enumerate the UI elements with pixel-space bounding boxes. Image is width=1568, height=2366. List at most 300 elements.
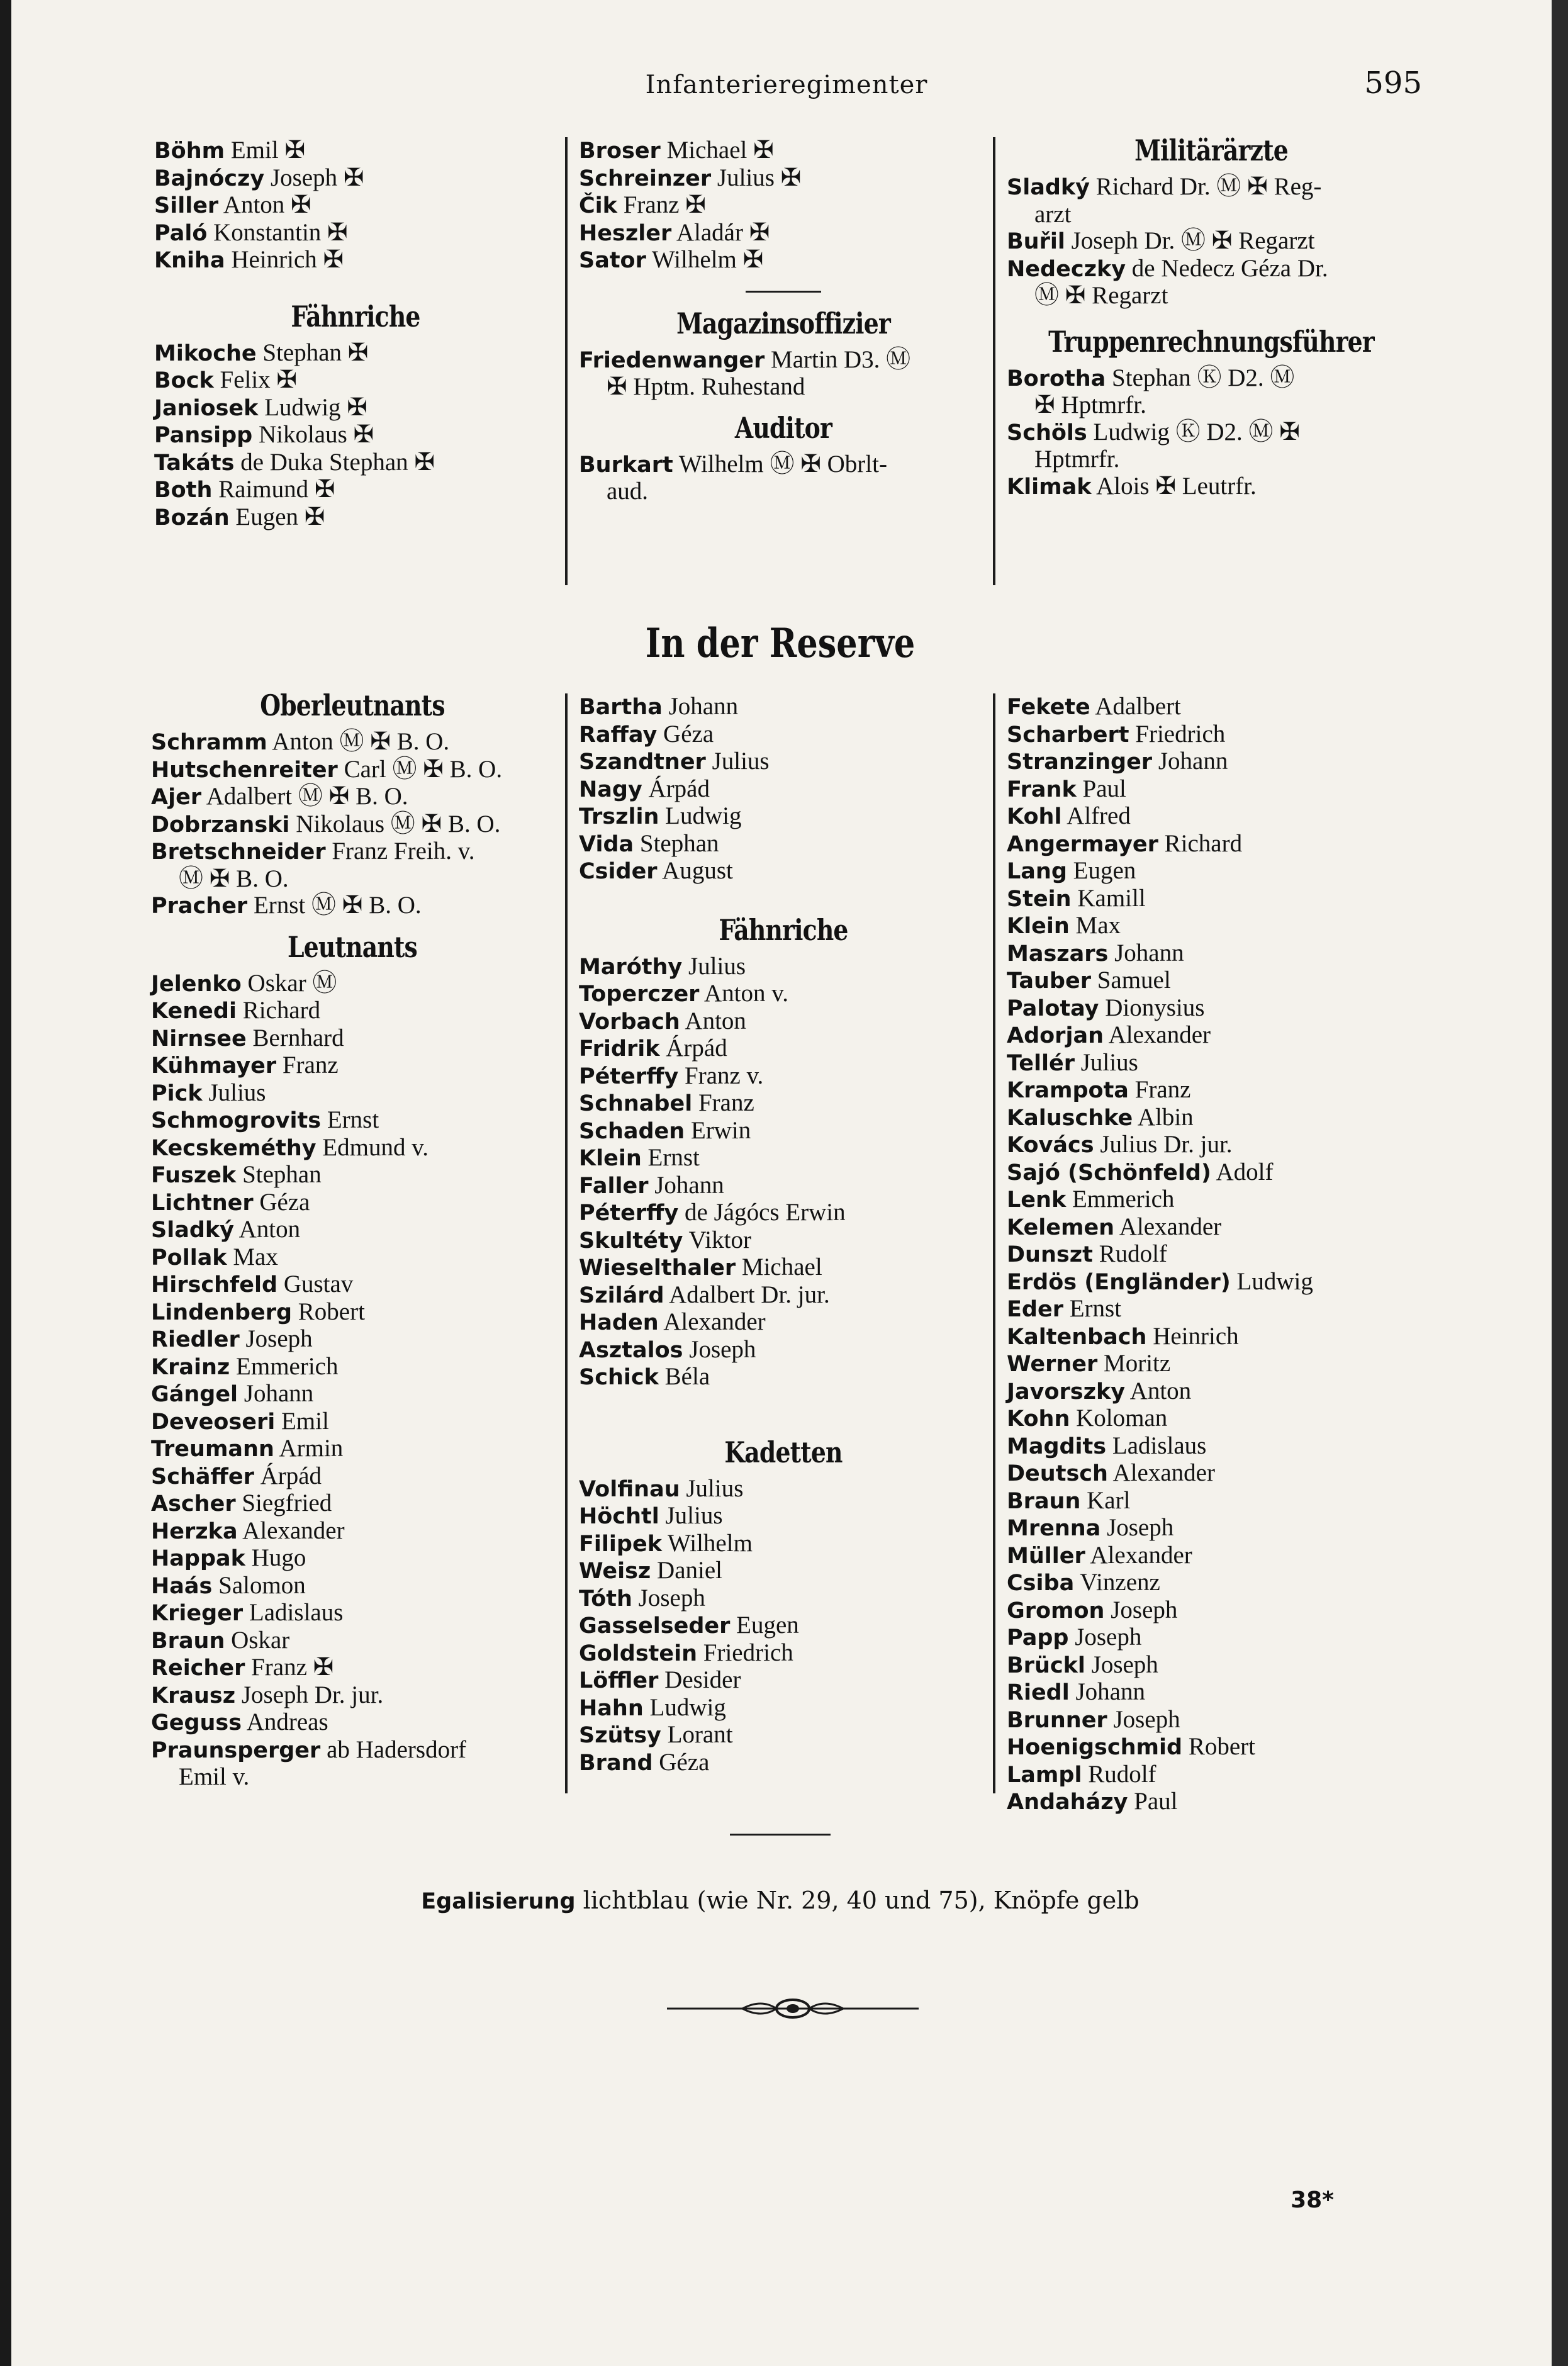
entry-details: Alexander (1107, 1459, 1215, 1486)
entry-details: Joseph Dr. jur. (235, 1681, 384, 1708)
entry-surname: Csider (579, 859, 658, 884)
entry-surname: Löffler (579, 1668, 659, 1693)
roster-entry (151, 838, 554, 866)
entry-surname: Krieger (151, 1601, 244, 1626)
entry-surname: Friedenwanger (579, 347, 765, 373)
roster-entry (151, 866, 554, 893)
roster-entry (151, 1052, 554, 1080)
entry-surname: Magdits (1007, 1433, 1107, 1459)
entry-surname: Skultéty (579, 1228, 683, 1253)
entry-surname: Faller (579, 1173, 649, 1199)
entry-surname: Paló (154, 220, 208, 246)
entry-details: Paul (1128, 1788, 1178, 1815)
entry-details: Carl Ⓜ ✠ B. O. (337, 755, 503, 783)
roster-entry (154, 422, 557, 449)
entry-surname: Sladký (1007, 175, 1090, 200)
entry-surname: Sajó (Schönfeld) (1007, 1160, 1211, 1186)
roster-entry (1007, 1652, 1416, 1679)
roster-entry (1007, 1050, 1416, 1077)
roster-entry (1007, 1679, 1416, 1707)
roster-entry (579, 1090, 988, 1118)
roster-entry (151, 1709, 554, 1737)
entry-surname: Klein (1007, 914, 1070, 939)
section-heading: Oberleutnants (260, 688, 445, 722)
entry-surname: Eder (1007, 1297, 1063, 1322)
entry-details: Ludwig (659, 802, 742, 829)
entry-surname: Schramm (151, 730, 267, 755)
entry-details: Joseph (239, 1325, 313, 1352)
entry-details: Stephan ✠ (256, 339, 369, 366)
entry-details: Raimund ✠ (212, 476, 335, 503)
roster-entry (1007, 1269, 1416, 1296)
roster-entry (1007, 995, 1416, 1023)
entry-details: Eugen (1067, 857, 1136, 884)
entry-surname: Riedler (151, 1327, 240, 1352)
roster-entry (579, 1282, 988, 1309)
roster-entry (151, 892, 554, 920)
entry-surname: Schnabel (579, 1091, 693, 1116)
entry-surname: Krainz (151, 1354, 230, 1380)
roster-entry (1007, 1241, 1416, 1269)
entry-details: Anton (1125, 1377, 1192, 1404)
entry-surname: Angermayer (1007, 831, 1158, 857)
entry-surname: Happak (151, 1546, 245, 1571)
entry-details: Johann (238, 1380, 314, 1407)
entry-details: August (657, 857, 733, 884)
roster-entry (1007, 693, 1416, 721)
reserve-column-1 (151, 688, 554, 1791)
roster-entry (154, 137, 557, 165)
roster-entry (1007, 1104, 1416, 1132)
entry-surname: Hahn (579, 1695, 644, 1721)
roster-entry (1007, 967, 1416, 995)
entry-surname: Toperczer (579, 982, 700, 1007)
entry-details: Gustav (277, 1270, 354, 1298)
roster-entry (151, 811, 554, 839)
entry-surname: Schreinzer (579, 165, 712, 191)
entry-details: Armin (274, 1435, 344, 1462)
entry-details: Adolf (1211, 1158, 1274, 1186)
entry-details: Joseph (683, 1335, 756, 1363)
roster-entry (151, 1025, 554, 1053)
roster-entry (1007, 940, 1416, 968)
entry-details: Albin (1133, 1103, 1194, 1131)
entry-details: Franz v. (678, 1062, 764, 1089)
entry-details: Julius (682, 952, 746, 980)
roster-entry (154, 449, 557, 477)
entry-details: Heinrich (1146, 1322, 1239, 1350)
roster-entry (579, 1063, 988, 1090)
entry-surname: Stein (1007, 886, 1072, 912)
entry-details: Adalbert (1090, 693, 1181, 720)
entry-details: Felix ✠ (213, 366, 298, 393)
entry-surname: Ajer (151, 785, 202, 810)
entry-surname: Fekete (1007, 695, 1090, 720)
entry-surname: Lichtner (151, 1190, 254, 1216)
roster-entry (579, 748, 988, 776)
roster-entry (579, 1557, 988, 1585)
entry-details: Bernhard (246, 1024, 344, 1051)
entry-details: Alexander (1085, 1541, 1192, 1569)
roster-entry (1007, 1350, 1416, 1378)
entry-surname: Janiosek (154, 395, 259, 421)
entry-details: Ernst (321, 1106, 379, 1133)
entry-details: Friedrich (697, 1639, 793, 1666)
roster-entry (579, 451, 988, 479)
entry-details: Max (1069, 912, 1121, 939)
roster-entry (154, 504, 557, 532)
entry-surname: Höchtl (579, 1504, 659, 1529)
roster-entry (579, 1695, 988, 1722)
section-heading: Militärärzte (1134, 133, 1288, 167)
entry-surname: Maszars (1007, 941, 1109, 967)
entry-details: Árpád (254, 1462, 322, 1489)
roster-entry (151, 1271, 554, 1299)
roster-entry (151, 1162, 554, 1189)
entry-surname: Palotay (1007, 995, 1099, 1021)
entry-surname: Vorbach (579, 1009, 680, 1034)
entry-details: Vinzenz (1074, 1569, 1160, 1596)
entry-surname: Csiba (1007, 1571, 1075, 1596)
entry-details: Franz (692, 1089, 754, 1116)
entry-surname: Schöls (1007, 420, 1087, 446)
entry-surname: Kecskeméthy (151, 1135, 316, 1161)
entry-details: Franz (276, 1051, 339, 1079)
entry-details: de Jágócs Erwin (678, 1199, 846, 1226)
signature-mark: 38* (1291, 2187, 1334, 2213)
roster-entry (151, 1326, 554, 1354)
end-rule (730, 1834, 831, 1836)
roster-entry (1007, 912, 1416, 940)
entry-surname: Čik (579, 193, 617, 218)
roster-entry (579, 803, 988, 831)
roster-entry (579, 192, 988, 220)
entry-surname: Mrenna (1007, 1516, 1101, 1541)
roster-entry (1007, 1569, 1416, 1597)
entry-surname: Frank (1007, 777, 1077, 802)
entry-details: Julius ✠ (711, 164, 802, 191)
entry-surname: Nedeczky (1007, 256, 1126, 282)
roster-entry (579, 478, 988, 505)
roster-entry (579, 247, 988, 274)
roster-entry (154, 247, 557, 274)
roster-entry (579, 1008, 988, 1036)
entry-surname: Péterffy (579, 1063, 679, 1089)
entry-surname: Hirschfeld (151, 1272, 278, 1298)
section-heading: Fähnriche (291, 299, 420, 334)
roster-entry (151, 970, 554, 998)
entry-surname: Pansipp (154, 423, 253, 448)
entry-details: Robert (1182, 1733, 1255, 1760)
entry-details: Franz ✠ (617, 191, 706, 218)
roster-entry (1007, 1131, 1416, 1159)
column-divider (565, 693, 568, 1793)
roster-entry (579, 1667, 988, 1695)
entry-details: Salomon (212, 1571, 306, 1599)
entry-surname: Reicher (151, 1656, 245, 1681)
entry-surname: Dobrzanski (151, 812, 290, 838)
entry-surname: Burkart (579, 452, 673, 478)
roster-entry (151, 1545, 554, 1573)
entry-surname: Andaházy (1007, 1790, 1128, 1815)
roster-entry (1007, 1788, 1416, 1816)
roster-entry (579, 1612, 988, 1640)
roster-entry (1007, 1488, 1416, 1515)
entry-details: de Duka Stephan ✠ (234, 448, 435, 476)
entry-surname: Kenedi (151, 999, 237, 1024)
entry-details: Joseph Dr. Ⓜ ✠ Regarzt (1065, 227, 1315, 254)
roster-entry (1007, 1734, 1416, 1761)
roster-entry (154, 476, 557, 504)
entry-surname: Klimak (1007, 474, 1092, 500)
entry-details: Lorant (661, 1721, 733, 1748)
entry-surname: Nagy (579, 777, 642, 802)
roster-entry (154, 192, 557, 220)
roster-entry (1007, 748, 1416, 776)
entry-surname: Deveoseri (151, 1409, 276, 1435)
roster-entry (151, 1244, 554, 1272)
entry-surname: Papp (1007, 1625, 1069, 1651)
column-divider (565, 137, 568, 585)
entry-details: Franz ✠ (245, 1654, 334, 1681)
entry-surname: Gasselseder (579, 1613, 731, 1639)
entry-details: ✠ Hptm. Ruhestand (607, 373, 805, 400)
entry-surname: Kohl (1007, 804, 1062, 829)
entry-surname: Lenk (1007, 1187, 1067, 1213)
entry-details: Oskar Ⓜ (241, 969, 337, 997)
entry-surname: Scharbert (1007, 722, 1129, 748)
entry-surname: Jelenko (151, 971, 242, 997)
entry-details: Alexander (237, 1517, 345, 1544)
entry-surname: Adorjan (1007, 1023, 1104, 1048)
roster-entry (579, 1722, 988, 1749)
entry-surname: Treumann (151, 1437, 274, 1462)
entry-surname: Szandtner (579, 749, 706, 775)
roster-entry (1007, 1460, 1416, 1488)
entry-details: Aladár ✠ (671, 218, 770, 246)
entry-details: Julius (680, 1474, 744, 1502)
footer-note (264, 1887, 1296, 1914)
entry-details: Anton (680, 1007, 746, 1034)
roster-entry (151, 1435, 554, 1463)
entry-surname: Raffay (579, 722, 658, 748)
entry-surname: Ascher (151, 1491, 236, 1517)
roster-entry (579, 1199, 988, 1227)
roster-entry (1007, 1707, 1416, 1734)
entry-details: Martin D3. Ⓜ (764, 345, 911, 373)
entry-surname: Vida (579, 831, 634, 857)
section-heading: Fähnriche (719, 912, 848, 947)
roster-entry (579, 1640, 988, 1668)
entry-surname: Tauber (1007, 968, 1091, 994)
entry-surname: Kovács (1007, 1133, 1094, 1158)
roster-entry (579, 374, 988, 401)
roster-entry (579, 1749, 988, 1777)
entry-details: Nikolaus Ⓜ ✠ B. O. (289, 810, 501, 838)
roster-entry (1007, 1433, 1416, 1461)
roster-entry (1007, 776, 1416, 804)
entry-surname: Haden (579, 1310, 659, 1335)
top-column-1 (154, 137, 557, 531)
entry-details: Anton v. (699, 980, 789, 1007)
entry-details: Ernst (641, 1144, 700, 1171)
roster-entry (151, 1764, 554, 1791)
roster-entry (151, 1299, 554, 1326)
entry-details: ab Hadersdorf (320, 1735, 467, 1763)
entry-surname: Nirnsee (151, 1026, 247, 1051)
entry-details: Emmerich (230, 1352, 339, 1380)
running-head: Infanterieregimenter (645, 70, 928, 99)
entry-details: Alexander (658, 1308, 766, 1335)
entry-details: Andreas (242, 1708, 328, 1735)
entry-surname: Schmogrovits (151, 1108, 322, 1133)
roster-entry (579, 1503, 988, 1530)
roster-entry (579, 165, 988, 193)
roster-entry (1007, 1077, 1416, 1104)
entry-details: Nikolaus ✠ (252, 421, 374, 448)
roster-entry (151, 756, 554, 784)
entry-surname: Müller (1007, 1543, 1085, 1569)
entry-surname: Schick (579, 1365, 659, 1390)
entry-surname: Sladký (151, 1218, 234, 1243)
entry-surname: Siller (154, 193, 219, 218)
entry-details: Moritz (1097, 1350, 1171, 1377)
roster-entry (154, 367, 557, 395)
roster-entry (579, 1476, 988, 1503)
entry-details: Daniel (651, 1557, 723, 1584)
entry-details: Emil (275, 1407, 329, 1435)
entry-surname: Wieselthaler (579, 1255, 736, 1281)
roster-entry (1007, 1542, 1416, 1570)
entry-details: Julius (1074, 1048, 1138, 1076)
entry-surname: Goldstein (579, 1640, 698, 1666)
entry-details: Edmund v. (316, 1133, 428, 1161)
roster-entry (151, 1189, 554, 1217)
entry-details: Heinrich ✠ (225, 246, 344, 273)
entry-surname: Gángel (151, 1382, 238, 1407)
entry-surname: Dunszt (1007, 1242, 1093, 1267)
roster-entry (579, 1337, 988, 1364)
roster-entry (579, 1145, 988, 1172)
roster-entry (151, 1080, 554, 1107)
roster-entry (1007, 721, 1416, 749)
entry-surname: Hoenigschmid (1007, 1735, 1183, 1760)
entry-surname: Kohn (1007, 1406, 1070, 1432)
entry-surname: Tellér (1007, 1050, 1075, 1076)
entry-details: Ludwig ✠ (258, 393, 367, 421)
page-number: 595 (1364, 65, 1422, 101)
entry-details: Géza (253, 1188, 310, 1216)
entry-details: Béla (658, 1363, 710, 1390)
footer-text: lichtblau (wie Nr. 29, 40 und 75), Knöpfe gelb (575, 1887, 1140, 1914)
roster-entry (579, 1118, 988, 1145)
roster-entry (154, 165, 557, 193)
column-divider (993, 137, 995, 585)
roster-entry (151, 1135, 554, 1162)
roster-entry (579, 1309, 988, 1337)
section-heading: Kadetten (724, 1435, 843, 1469)
entry-details: Oskar (225, 1626, 290, 1654)
entry-details: Eugen (730, 1612, 799, 1639)
roster-entry (151, 1737, 554, 1764)
entry-surname: Deutsch (1007, 1461, 1108, 1486)
entry-details: Géza (657, 720, 714, 748)
roster-entry (1007, 1186, 1416, 1214)
entry-details: Hugo (245, 1544, 306, 1571)
entry-details: Eugen ✠ (229, 503, 325, 530)
entry-details: Joseph ✠ (264, 164, 364, 191)
entry-surname: Krampota (1007, 1078, 1129, 1103)
entry-surname: Bock (154, 368, 214, 393)
entry-details: Anton Ⓜ ✠ B. O. (267, 728, 450, 755)
entry-surname: Volfinau (579, 1476, 680, 1502)
footer-lead: Egalisierung (421, 1889, 576, 1914)
entry-surname: Brunner (1007, 1707, 1107, 1733)
roster-entry (151, 729, 554, 756)
entry-details: Ladislaus (243, 1599, 344, 1626)
entry-details: Ernst Ⓜ ✠ B. O. (247, 892, 422, 919)
entry-surname: Maróthy (579, 954, 683, 980)
roster-entry (1007, 1405, 1416, 1433)
entry-details: Konstantin ✠ (207, 218, 348, 246)
entry-details: Friedrich (1129, 720, 1226, 748)
entry-details: Max (227, 1243, 278, 1270)
entry-surname: Mikoche (154, 340, 257, 366)
section-heading: Leutnants (288, 929, 417, 964)
entry-surname: Braun (1007, 1488, 1081, 1514)
entry-details: Alois ✠ Leutrfr. (1091, 472, 1257, 500)
roster-entry (1007, 885, 1416, 913)
entry-surname: Bretschneider (151, 839, 326, 865)
entry-surname: Geguss (151, 1710, 242, 1735)
entry-surname: Böhm (154, 138, 225, 164)
entry-details: Géza (652, 1748, 710, 1776)
reserve-column-2 (579, 693, 988, 1776)
entry-surname: Szilárd (579, 1282, 664, 1308)
entry-details: Johann (648, 1171, 724, 1199)
entry-details: Paul (1076, 775, 1126, 802)
entry-details: Kamill (1071, 884, 1146, 912)
entry-surname: Riedl (1007, 1680, 1070, 1705)
entry-surname: Brand (579, 1750, 653, 1776)
entry-surname: Gromon (1007, 1598, 1105, 1623)
entry-surname: Kaluschke (1007, 1105, 1133, 1131)
entry-details: Anton (233, 1216, 301, 1243)
entry-details: Joseph (1085, 1651, 1158, 1678)
entry-details: de Nedecz Géza Dr. (1126, 254, 1328, 282)
entry-surname: Trszlin (579, 804, 659, 829)
entry-surname: Haás (151, 1573, 213, 1599)
entry-details: Karl (1080, 1486, 1131, 1514)
entry-details: Wilhelm ✠ (646, 246, 764, 273)
roster-entry (579, 858, 988, 885)
roster-entry (1007, 1624, 1416, 1652)
roster-entry (579, 1172, 988, 1200)
entry-details: Franz (1128, 1076, 1191, 1103)
entry-details: Stephan (236, 1161, 322, 1188)
top-column-2 (579, 137, 988, 505)
entry-details: arzt (1034, 200, 1072, 228)
roster-entry (1007, 1515, 1416, 1542)
entry-surname: Kaltenbach (1007, 1324, 1147, 1350)
entry-details: Ludwig (643, 1693, 726, 1721)
entry-details: aud. (607, 478, 649, 505)
entry-surname: Szütsy (579, 1723, 661, 1748)
entry-details: Wilhelm Ⓜ ✠ Obrlt- (673, 450, 887, 478)
entry-details: Emmerich (1066, 1186, 1175, 1213)
entry-surname: Brückl (1007, 1652, 1085, 1678)
entry-surname: Buřil (1007, 229, 1065, 254)
